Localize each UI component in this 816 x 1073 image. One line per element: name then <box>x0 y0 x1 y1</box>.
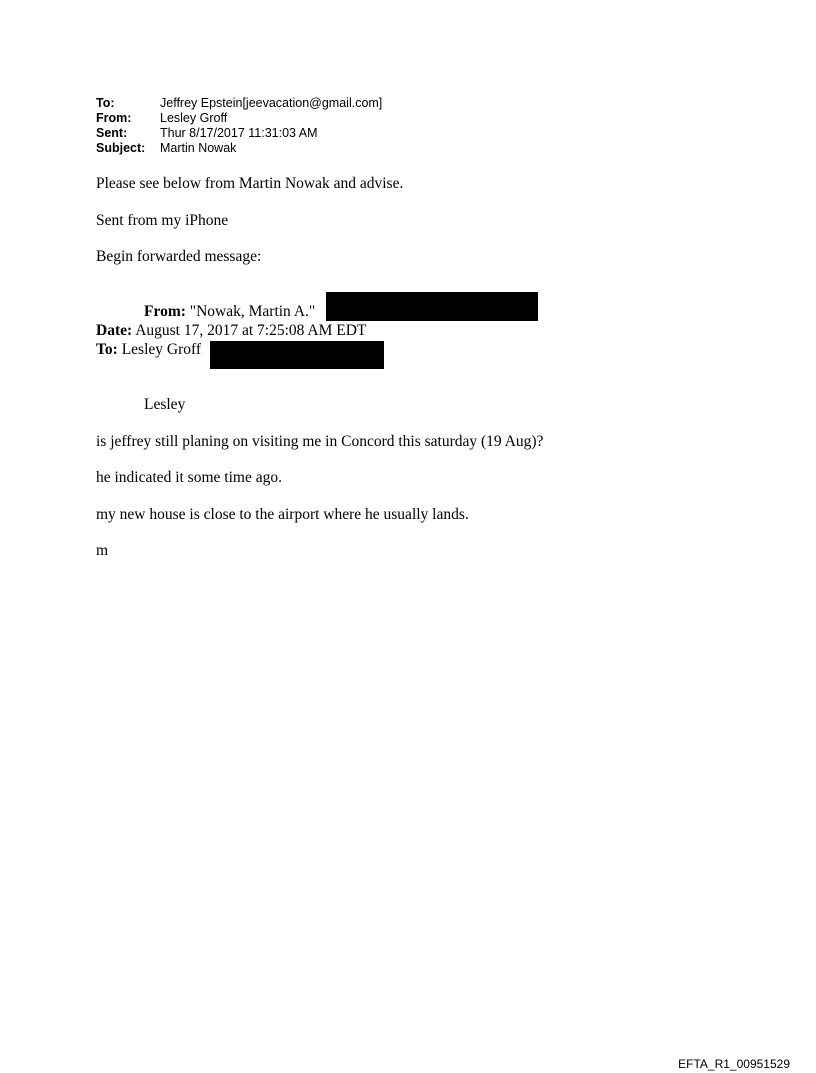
header-from-value: Lesley Groff <box>160 111 228 125</box>
fwd-to-label: To: <box>96 341 118 358</box>
body-line-forwarded: Begin forwarded message: <box>96 248 262 265</box>
header-to-value: Jeffrey Epstein[jeevacation@gmail.com] <box>160 96 383 110</box>
header-to-row <box>96 96 382 111</box>
redaction-block-to <box>210 341 384 369</box>
header-sent-value: Thur 8/17/2017 11:31:03 AM <box>160 126 318 140</box>
fwd-to-value: Lesley Groff <box>121 341 202 358</box>
header-subject-value: Martin Nowak <box>160 141 237 155</box>
fwd-from-value: "Nowak, Martin A." <box>189 303 316 320</box>
header-from-label: From: <box>96 111 132 125</box>
header-to-label: To: <box>96 96 115 110</box>
body-line-advise: Please see below from Martin Nowak and advise. <box>96 175 404 192</box>
fwd-paragraph-indicated: he indicated it some time ago. <box>96 469 282 486</box>
body-line-iphone: Sent from my iPhone <box>96 212 229 229</box>
fwd-to-row <box>96 340 201 359</box>
fwd-from-label: From: <box>144 303 186 320</box>
fwd-date-row <box>96 321 366 340</box>
fwd-date-label: Date: <box>96 322 133 339</box>
fwd-paragraph-visit: is jeffrey still planing on visiting me in Concord this saturday (19 Aug)? <box>96 433 544 450</box>
header-sent-row <box>96 126 318 141</box>
fwd-from-row <box>144 302 315 321</box>
header-subject-row <box>96 141 236 156</box>
fwd-date-value: August 17, 2017 at 7:25:08 AM EDT <box>135 322 367 339</box>
header-from-row <box>96 111 227 126</box>
fwd-greeting: Lesley <box>144 396 186 413</box>
redaction-block-from <box>326 292 538 321</box>
fwd-signoff: m <box>96 542 109 559</box>
header-subject-label: Subject: <box>96 141 146 155</box>
fwd-paragraph-house: my new house is close to the airport where he usually lands. <box>96 506 469 523</box>
header-sent-label: Sent: <box>96 126 128 140</box>
bates-number: EFTA_R1_00951529 <box>678 1057 790 1071</box>
